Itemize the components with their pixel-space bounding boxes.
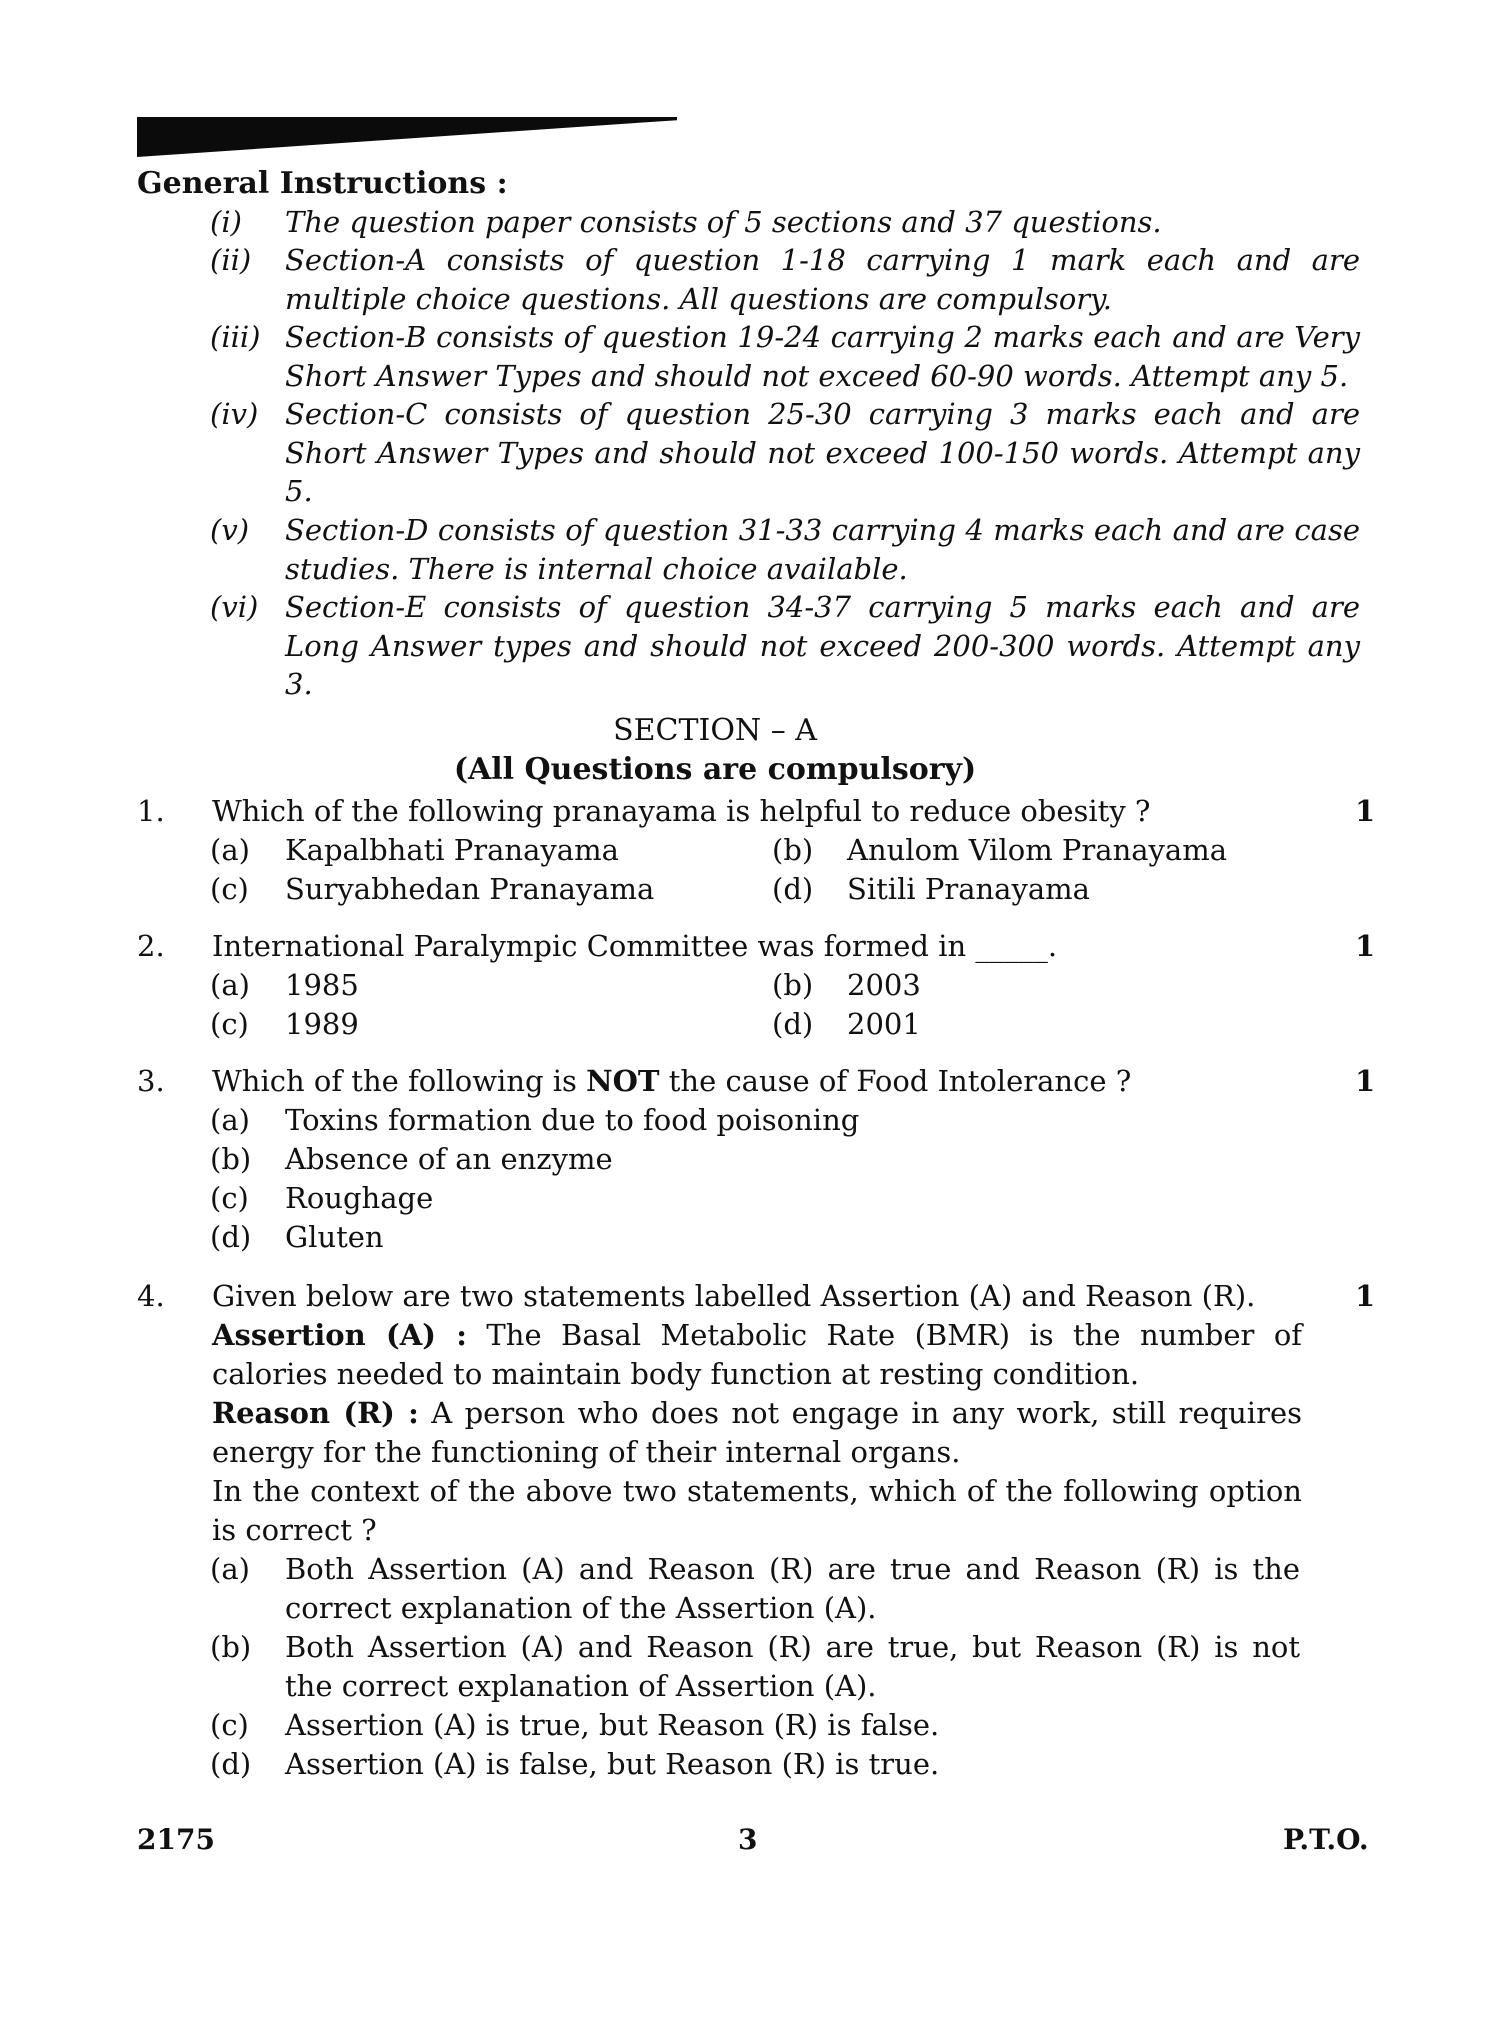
instruction-text: The question paper consists of 5 sections and 37 questions. [285,205,1162,239]
instruction-number: (vi) [210,590,259,624]
question-text: Which of the following pranayama is helpful to reduce obesity ? [212,794,1151,828]
option-label: (b) [210,1142,252,1176]
option-text: Suryabhedan Pranayama [285,872,655,906]
assertion-statement [212,1316,1302,1394]
option-text: Toxins formation due to food poisoning [285,1103,860,1137]
option-text: 2001 [847,1007,921,1041]
option-text: Assertion (A) is false, but Reason (R) is true. [285,1747,940,1781]
option-text: Both Assertion (A) and Reason (R) are true and Reason (R) is the correct explanation of the Assertion (A). [285,1552,1300,1625]
option-label: (c) [210,1708,249,1742]
question-context: In the context of the above two statements, which of the following option is correct ? [212,1474,1302,1547]
option-label: (a) [210,833,250,867]
option-text: Sitili Pranayama [847,872,1090,906]
instruction-number: (iv) [210,397,259,431]
question-number: 2. [137,929,165,963]
instruction-item [210,318,1360,395]
option-text: 1985 [285,968,359,1002]
instructions-heading: General Instructions : [137,166,508,201]
question-marks: 1 [1355,1279,1376,1313]
option-label: (d) [772,1007,814,1041]
assertion-text: The Basal Metabolic Rate (BMR) is the number of calories needed to maintain body function at resting condition. [212,1318,1303,1391]
question-text: Given below are two statements labelled Assertion (A) and Reason (R). [212,1279,1256,1313]
option-text: Both Assertion (A) and Reason (R) are true, but Reason (R) is not the correct explanation of Assertion (A). [285,1630,1300,1703]
option-label: (b) [210,1630,252,1664]
option-label: (a) [210,968,250,1002]
page-number: 3 [738,1823,758,1856]
option-label: (d) [210,1220,252,1254]
instruction-item [210,395,1360,511]
section-title: SECTION – A [613,713,817,748]
instruction-item [210,241,1360,318]
instruction-number: (i) [210,205,242,239]
instruction-text: Section-C consists of question 25-30 carrying 3 marks each and are Short Answer Types and should not exceed 100-150 words. Attempt any 5. [285,397,1360,508]
reason-statement [212,1394,1302,1472]
option-label: (d) [210,1747,252,1781]
question-marks: 1 [1355,929,1376,963]
option-label: (c) [210,1007,249,1041]
instruction-number: (ii) [210,243,252,277]
instruction-number: (iii) [210,320,261,354]
option-label: (c) [210,872,249,906]
instruction-text: Section-B consists of question 19-24 carrying 2 marks each and are Very Short Answer Types and should not exceed 60-90 words. Attempt any 5. [285,320,1360,393]
reason-text: A person who does not engage in any work, still requires energy for the functioning of their internal organs. [212,1396,1302,1469]
instruction-item [210,203,1360,242]
option-text: Anulom Vilom Pranayama [847,833,1228,867]
question-number: 3. [137,1064,165,1098]
option-text: Gluten [285,1220,384,1254]
option-label: (d) [772,872,814,906]
option-text: Assertion (A) is true, but Reason (R) is false. [285,1708,940,1742]
instruction-number: (v) [210,513,250,547]
option-label: (b) [772,833,814,867]
pto-label: P.T.O. [1283,1823,1369,1856]
option-text: Roughage [285,1181,434,1215]
option-text: 2003 [847,968,921,1002]
assertion-label: Assertion (A) : [212,1318,467,1352]
reason-label: Reason (R) : [212,1396,419,1430]
question-text: International Paralympic Committee was formed in _____. [212,929,1058,963]
instruction-text: Section-D consists of question 31-33 carrying 4 marks each and are case studies. There is internal choice available. [285,513,1360,586]
option-label: (a) [210,1103,250,1137]
question-text [212,1062,1302,1101]
option-text: Kapalbhati Pranayama [285,833,619,867]
question-marks: 1 [1355,1064,1376,1098]
question-text-before: Which of the following is [212,1064,587,1098]
question-number: 1. [137,794,165,828]
option-label: (a) [210,1552,250,1586]
redaction-bar [137,117,677,157]
option-label: (b) [772,968,814,1002]
option-text: 1989 [285,1007,359,1041]
instruction-text: Section-A consists of question 1-18 carrying 1 mark each and are multiple choice questions. All questions are compulsory. [285,243,1360,316]
instruction-item [210,511,1360,588]
instruction-text: Section-E consists of question 34-37 carrying 5 marks each and are Long Answer types and should not exceed 200-300 words. Attempt any 3. [285,590,1360,701]
option-label: (c) [210,1181,249,1215]
question-marks: 1 [1355,794,1376,828]
instruction-item [210,588,1360,704]
option-text: Absence of an enzyme [285,1142,613,1176]
paper-code: 2175 [137,1823,215,1856]
section-subtitle: (All Questions are compulsory) [453,752,977,787]
question-text-emphasis: NOT [586,1064,660,1098]
question-text-after: the cause of Food Intolerance ? [659,1064,1132,1098]
question-number: 4. [137,1279,165,1313]
